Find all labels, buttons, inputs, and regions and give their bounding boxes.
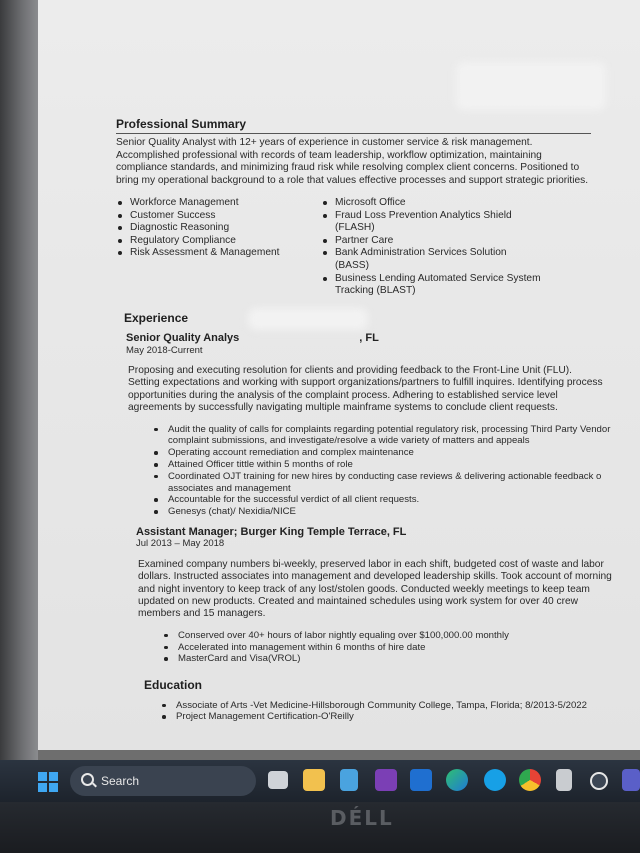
experience-heading: Experience [124,310,189,325]
taskbar [0,760,640,802]
skill-item: Risk Assessment & Management [116,247,321,260]
education-item: Associate of Arts -Vet Medicine-Hillsborough Community College, Tampa, Florida; 8/2013-5/2022 [162,700,621,712]
notepad-icon[interactable] [340,769,358,791]
education-section [116,679,621,723]
job-bullet: Conserved over 40+ hours of labor nightly equaling over $100,000.00 monthly [164,630,621,642]
onenote-icon[interactable] [375,769,397,791]
taskbar-search-box[interactable] [70,766,256,796]
skills-right-column [321,197,541,298]
chrome-icon[interactable] [519,769,541,791]
skill-item: Partner Care [321,235,541,248]
job-bullet: Accelerated into management within 6 months of hire date [164,642,621,654]
skill-item: Regulatory Compliance [116,235,321,248]
job-bullet: Operating account remediation and complex maintenance [154,447,621,459]
education-item: Project Management Certification-O'Reilly [162,711,621,723]
summary-heading: Professional Summary [116,117,247,131]
monitor-bezel [0,0,38,760]
job-entry [116,332,621,518]
job-title-text: Senior Quality Analys [126,332,240,345]
skills-list [116,197,621,298]
skills-left-column [116,197,321,298]
teams-icon[interactable] [622,769,640,791]
job-title: Assistant Manager; Burger King Temple Terrace, FL [136,526,407,538]
skill-item: Microsoft Office [321,197,541,210]
skill-item: Business Lending Automated Service System Tracking (BLAST) [321,273,541,298]
job-bullet: Attained Officer tittle within 5 months of role [154,459,621,471]
job-bullet: MasterCard and Visa(VROL) [164,653,621,665]
skype-icon[interactable] [484,769,506,791]
redacted-region [456,62,606,110]
skill-item: Bank Administration Services Solution (BASS) [321,247,541,272]
skill-item: Customer Success [116,210,321,223]
job-bullet: Genesys (chat)/ Nexidia/NICE [154,506,621,518]
job-description: Examined company numbers bi-weekly, preserved labor in each shift, budgeted cost of waste and labor dollars. Instructed associates into management and developed leadership skills. Took account of morning and night inventory to keep track of any lost/stolen goods. Conducted weekly meetings to keep team updated on new products. Created and maintained schedules using work system for over 40 crew members and 15 managers. [138,558,612,620]
skill-item: Fraud Loss Prevention Analytics Shield (FLASH) [321,210,541,235]
document-page [38,0,640,750]
summary-section [116,118,591,134]
clock-icon[interactable] [590,772,608,790]
job-entry [116,526,621,665]
job-title [116,332,621,344]
education-heading: Education [144,678,203,693]
summary-text: Senior Quality Analyst with 12+ years of experience in customer service & risk management. Accomplished professional with records of team leadership, workflow optimization, maintaining compliance standards, and minimizing fraud risk while resolving complex client concerns. Positioned to bring my operational background to a role that values effective processes and support strategic priorities. [116,137,589,186]
dell-logo: DÉLL [330,806,394,830]
job-bullet: Audit the quality of calls for complaints regarding potential regulatory risk, processing Third Party Vendor complaint submissions, and investigate/resolve a wide variety of matters and appeals [154,424,621,448]
calculator-icon[interactable] [556,769,572,791]
job-dates: Jul 2013 – May 2018 [136,538,225,550]
job-bullets [116,630,621,665]
job-description: Proposing and executing resolution for clients and providing feedback to the Front-Line Unit (FLU). Setting expectations and working with support organizations/partners to fulfill inquires. Identifying process opportunities during the analysis of the complaint process. Adhering to established service level agreements by successfully navigating multiple mainframe systems to conclude client requests. [128,365,603,414]
job-bullets [116,424,621,518]
search-label: Search [101,774,140,788]
outlook-icon[interactable] [410,769,432,791]
search-icon [81,773,94,786]
job-bullet: Coordinated OJT training for new hires by conducting case reviews & delivering actionable feedback o associates and management [154,471,621,495]
job-location: , FL [359,332,379,345]
file-explorer-icon[interactable] [303,769,325,791]
skill-item: Workforce Management [116,197,321,210]
windows-start-icon[interactable] [38,772,58,792]
job-bullet: Accountable for the successful verdict of all client requests. [154,494,621,506]
monitor-chin [0,802,640,853]
task-view-icon[interactable] [268,771,288,789]
skill-item: Diagnostic Reasoning [116,222,321,235]
job-dates: May 2018-Current [126,344,203,356]
edge-icon[interactable] [446,769,468,791]
resume-content [116,118,621,723]
education-list [144,700,621,724]
